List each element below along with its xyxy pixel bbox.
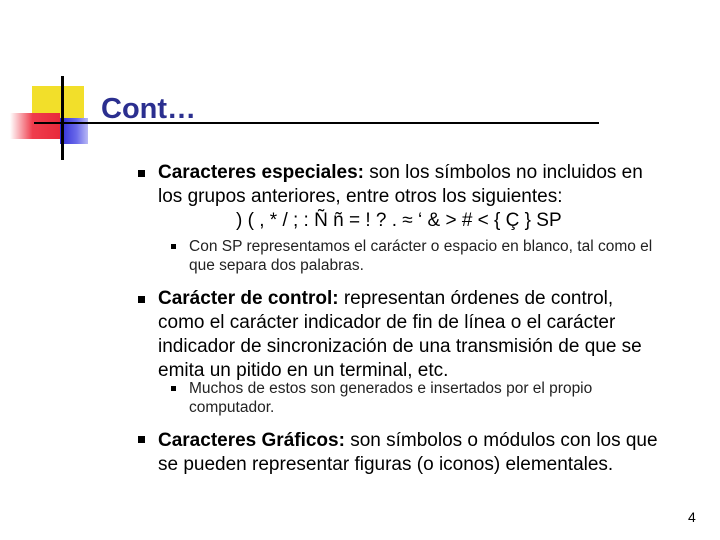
bullet-1-rest: los grupos anteriores, entre otros los siguientes: [158, 186, 563, 207]
decor-vertical-line [61, 76, 64, 160]
bullet-1-subtext: Con SP representamos el carácter o espacio en blanco, tal como el que separa dos palabras. [189, 238, 653, 274]
bullet-marker [138, 436, 145, 443]
bullet-3-rest: se pueden representar figuras (o iconos) elementales. [158, 454, 614, 475]
bullet-2-rest: como el carácter indicador de fin de línea o el carácter indicador de sincronización de una transmisión de que se emita un pitido en un terminal, etc. [158, 312, 642, 381]
sub-bullet-marker [171, 386, 176, 391]
slide-title: Cont… [101, 93, 197, 125]
bullet-marker [138, 296, 145, 303]
bullet-2-subtext: Muchos de estos son generados e insertados por el propio computador. [189, 380, 593, 416]
bullet-2-line1: representan órdenes de control, [338, 288, 614, 309]
bullet-3-line1: son símbolos o módulos con los que [344, 430, 658, 451]
bullet-3-term: Caracteres Gráficos: [158, 430, 345, 451]
bullet-1-line1: son los símbolos no incluidos en [363, 162, 643, 183]
bullet-3-text [158, 429, 698, 477]
page-number: 4 [688, 509, 696, 525]
decor-red-bar [10, 113, 60, 139]
sub-bullet-marker [171, 244, 176, 249]
bullet-1-term: Caracteres especiales: [158, 162, 364, 183]
bullet-2-term: Carácter de control: [158, 288, 339, 309]
bullet-2-text [158, 287, 678, 383]
bullet-marker [138, 170, 145, 177]
bullet-1-text [158, 161, 698, 209]
special-symbols-list: ) ( , * / ; : Ñ ñ = ! ? . ≈ ‘ & > # < { Ç } SP [236, 210, 562, 231]
